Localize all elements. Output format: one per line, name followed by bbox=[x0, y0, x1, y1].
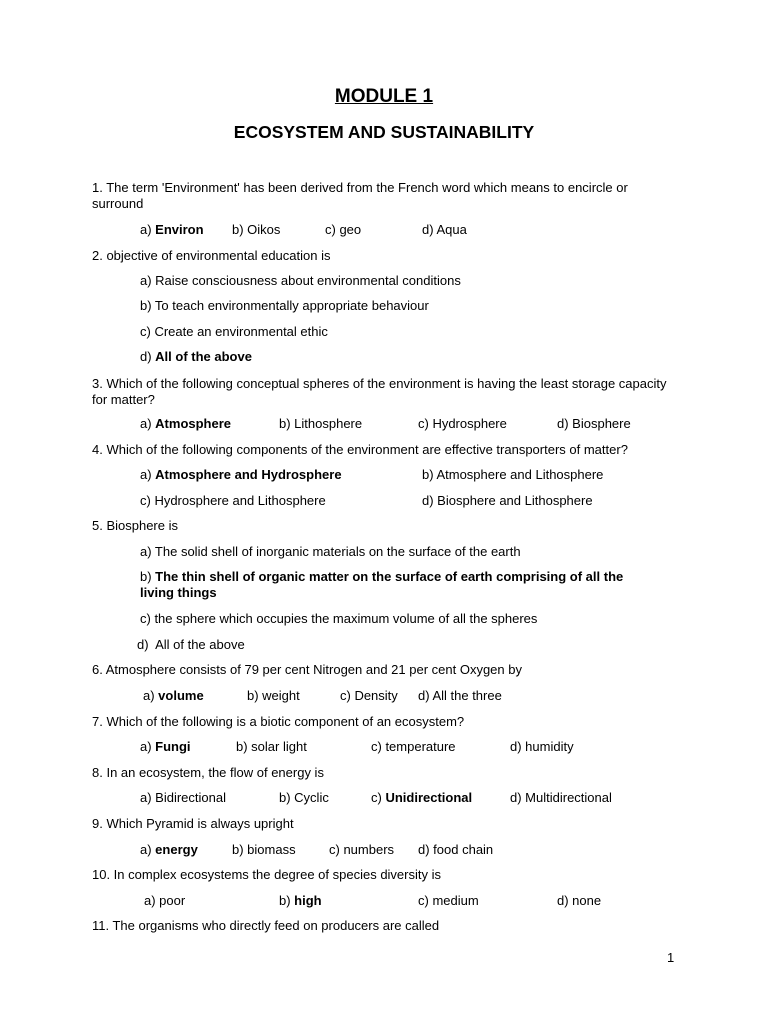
q10-option-c: c) medium bbox=[418, 893, 479, 908]
question-3: 3. Which of the following conceptual spheres of the environment is having the least storage capacity for matter? bbox=[92, 376, 667, 407]
question-2: 2. objective of environmental education is bbox=[92, 248, 331, 263]
question-8: 8. In an ecosystem, the flow of energy is bbox=[92, 765, 324, 780]
q4-option-a: a) Atmosphere and Hydrosphere bbox=[140, 467, 342, 482]
q4-option-d: d) Biosphere and Lithosphere bbox=[422, 493, 593, 508]
q2-option-c: c) Create an environmental ethic bbox=[140, 324, 328, 339]
q10-option-a: a) poor bbox=[144, 893, 186, 908]
q5-option-c: c) the sphere which occupies the maximum volume of all the spheres bbox=[140, 611, 538, 626]
q6-option-b: b) weight bbox=[247, 688, 300, 703]
correct-answer: volume bbox=[158, 688, 204, 703]
correct-answer: The thin shell of organic matter on the surface of earth comprising of all the living things bbox=[140, 569, 624, 600]
question-5: 5. Biosphere is bbox=[92, 518, 178, 533]
correct-answer: Atmosphere and Hydrosphere bbox=[155, 467, 342, 482]
q8-option-b: b) Cyclic bbox=[279, 790, 329, 805]
correct-answer: Fungi bbox=[155, 739, 191, 754]
q9-option-b: b) biomass bbox=[232, 842, 296, 857]
q1-option-a: a) Environ bbox=[140, 222, 204, 237]
q8-option-a: a) Bidirectional bbox=[140, 790, 226, 805]
q10-option-d: d) none bbox=[557, 893, 602, 908]
question-7: 7. Which of the following is a biotic component of an ecosystem? bbox=[92, 714, 465, 729]
q6-option-c: c) Density bbox=[340, 688, 398, 703]
correct-answer: Atmosphere bbox=[155, 416, 232, 431]
q3-option-a: a) Atmosphere bbox=[140, 416, 232, 431]
q10-option-b: b) high bbox=[279, 893, 322, 908]
question-6: 6. Atmosphere consists of 79 per cent Nitrogen and 21 per cent Oxygen by bbox=[92, 662, 522, 677]
q9-option-d: d) food chain bbox=[418, 842, 494, 857]
q5-option-d: d) All of the above bbox=[137, 637, 245, 652]
q2-option-a: a) Raise consciousness about environmental conditions bbox=[140, 273, 461, 288]
q4-option-c: c) Hydrosphere and Lithosphere bbox=[140, 493, 326, 508]
q7-option-d: d) humidity bbox=[510, 739, 574, 754]
correct-answer: Unidirectional bbox=[385, 790, 473, 805]
q2-option-b: b) To teach environmentally appropriate behaviour bbox=[140, 298, 429, 313]
question-11: 11. The organisms who directly feed on producers are called bbox=[92, 918, 440, 933]
q1-option-b: b) Oikos bbox=[232, 222, 281, 237]
correct-answer: high bbox=[294, 893, 322, 908]
q3-option-d: d) Biosphere bbox=[557, 416, 631, 431]
correct-answer: energy bbox=[155, 842, 198, 857]
question-9: 9. Which Pyramid is always upright bbox=[92, 816, 294, 831]
q5-option-b: b) The thin shell of organic matter on the surface of earth comprising of all the living things bbox=[140, 569, 624, 600]
correct-answer: Environ bbox=[155, 222, 204, 237]
correct-answer: All of the above bbox=[155, 349, 252, 364]
page-number: 1 bbox=[667, 950, 675, 965]
q4-option-b: b) Atmosphere and Lithosphere bbox=[422, 467, 604, 482]
q7-option-c: c) temperature bbox=[371, 739, 456, 754]
q9-option-c: c) numbers bbox=[329, 842, 395, 857]
q9-option-a: a) energy bbox=[140, 842, 198, 857]
module-title: MODULE 1 bbox=[334, 86, 434, 107]
q8-option-c: c) Unidirectional bbox=[371, 790, 473, 805]
q2-option-d: d) All of the above bbox=[140, 349, 252, 364]
q3-option-b: b) Lithosphere bbox=[279, 416, 363, 431]
q7-option-b: b) solar light bbox=[236, 739, 307, 754]
q8-option-d: d) Multidirectional bbox=[510, 790, 612, 805]
module-subtitle: ECOSYSTEM AND SUSTAINABILITY bbox=[233, 122, 535, 142]
q5-option-a: a) The solid shell of inorganic materials on the surface of the earth bbox=[140, 544, 521, 559]
q1-option-c: c) geo bbox=[325, 222, 362, 237]
question-4: 4. Which of the following components of the environment are effective transporters of matter? bbox=[92, 442, 628, 457]
q6-option-d: d) All the three bbox=[418, 688, 502, 703]
question-1: 1. The term 'Environment' has been derived from the French word which means to encircle or surround bbox=[92, 180, 628, 211]
q3-option-c: c) Hydrosphere bbox=[418, 416, 507, 431]
q6-option-a: a) volume bbox=[143, 688, 204, 703]
q1-option-d: d) Aqua bbox=[422, 222, 467, 237]
q7-option-a: a) Fungi bbox=[140, 739, 191, 754]
question-10: 10. In complex ecosystems the degree of species diversity is bbox=[92, 867, 441, 882]
